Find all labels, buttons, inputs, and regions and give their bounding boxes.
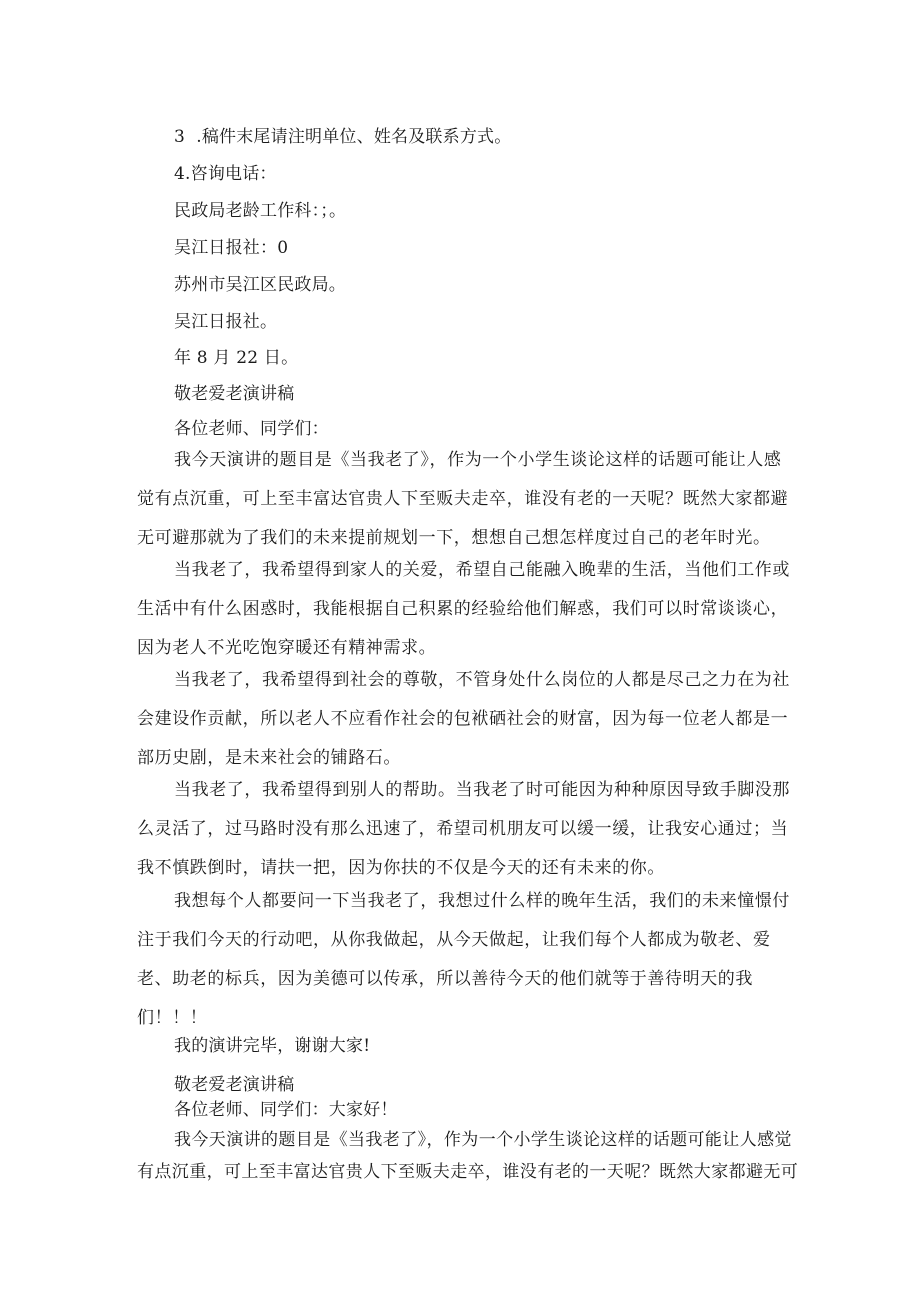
- speech-closing: 我的演讲完毕，谢谢大家!: [174, 1036, 371, 1056]
- organizer-civil-affairs: 苏州市吴江区民政局。: [174, 275, 346, 295]
- paragraph-line: 会建设作贡献，所以老人不应看作社会的包袱硒社会的财富，因为每一位老人都是一: [137, 709, 789, 729]
- speech-paragraph-5: [137, 882, 790, 1038]
- organizer-newspaper: 吴江日报社。: [174, 312, 278, 332]
- paragraph-line: 有点沉重，可上至丰富达官贵人下至贩夫走卒，谁没有老的一天呢？既然大家都避无可: [137, 1162, 799, 1182]
- speech-title: 敬老爱老演讲稿: [174, 384, 295, 404]
- paragraph-line: 注于我们今天的行动吧，从你我做起，从今天做起，让我们每个人都成为敬老、爱: [137, 930, 771, 950]
- speech2-greeting: 各位老师、同学们：大家好！: [174, 1100, 398, 1120]
- speech-paragraph-3: [137, 661, 790, 778]
- speech2-title: 敬老爱老演讲稿: [174, 1075, 295, 1095]
- paragraph-line: 生活中有什么困惑时，我能根据自己积累的经验给他们解惑，我们可以时常谈谈心，: [137, 599, 789, 619]
- item-3-note: 3 .稿件末尾请注明单位、姓名及联系方式。: [174, 127, 512, 147]
- phone-civil-affairs: 民政局老龄工作科：；。: [174, 201, 347, 221]
- paragraph-line: 我今天演讲的题目是《当我老了》，作为一个小学生谈论这样的话题可能让人感: [174, 450, 782, 470]
- paragraph-line: 么灵活了，过马路时没有那么迅速了，希望司机朋友可以缓一缓，让我安心通过；当: [137, 819, 789, 839]
- paragraph-line: 当我老了，我希望得到社会的尊敬，不管身处什么岗位的人都是尽己之力在为社: [174, 670, 790, 690]
- paragraph-line: 因为老人不光吃饱穿暖还有精神需求。: [137, 638, 437, 658]
- paragraph-line: 无可避那就为了我们的未来提前规划一下，想想自己想怎样度过自己的老年时光。: [137, 528, 771, 548]
- paragraph-line: 部历史剧，是未来社会的铺路石。: [137, 748, 401, 768]
- phone-newspaper: 吴江日报社：0: [174, 238, 289, 258]
- speech-paragraph-1: [137, 441, 788, 558]
- speech2-paragraph-1: [137, 1124, 798, 1188]
- speech-paragraph-2: [137, 551, 790, 668]
- item-4-consult-phone: 4.咨询电话：: [174, 164, 277, 184]
- paragraph-line: 我今天演讲的题目是《当我老了》，作为一个小学生谈论这样的话题可能让人感觉: [174, 1130, 792, 1150]
- paragraph-line: 们！！！: [137, 1008, 208, 1028]
- paragraph-line: 我想每个人都要问一下当我老了，我想过什么样的晚年生活，我们的未来憧憬付: [174, 891, 790, 911]
- notice-date: 年 8 月 22 日。: [174, 348, 299, 368]
- paragraph-line: 老、助老的标兵，因为美德可以传承，所以善待今天的他们就等于善待明天的我: [137, 969, 753, 989]
- paragraph-line: 觉有点沉重，可上至丰富达官贵人下至贩夫走卒，谁没有老的一天呢？既然大家都避: [137, 489, 789, 509]
- paragraph-line: 当我老了，我希望得到别人的帮助。当我老了时可能因为种种原因导致手脚没那: [174, 780, 790, 800]
- speech-paragraph-4: [137, 771, 790, 888]
- paragraph-line: 我不慎跌倒时，请扶一把，因为你扶的不仅是今天的还有未来的你。: [137, 858, 665, 878]
- paragraph-line: 当我老了，我希望得到家人的关爱，希望自己能融入晚辈的生活，当他们工作或: [174, 560, 790, 580]
- speech-greeting: 各位老师、同学们：: [174, 419, 329, 439]
